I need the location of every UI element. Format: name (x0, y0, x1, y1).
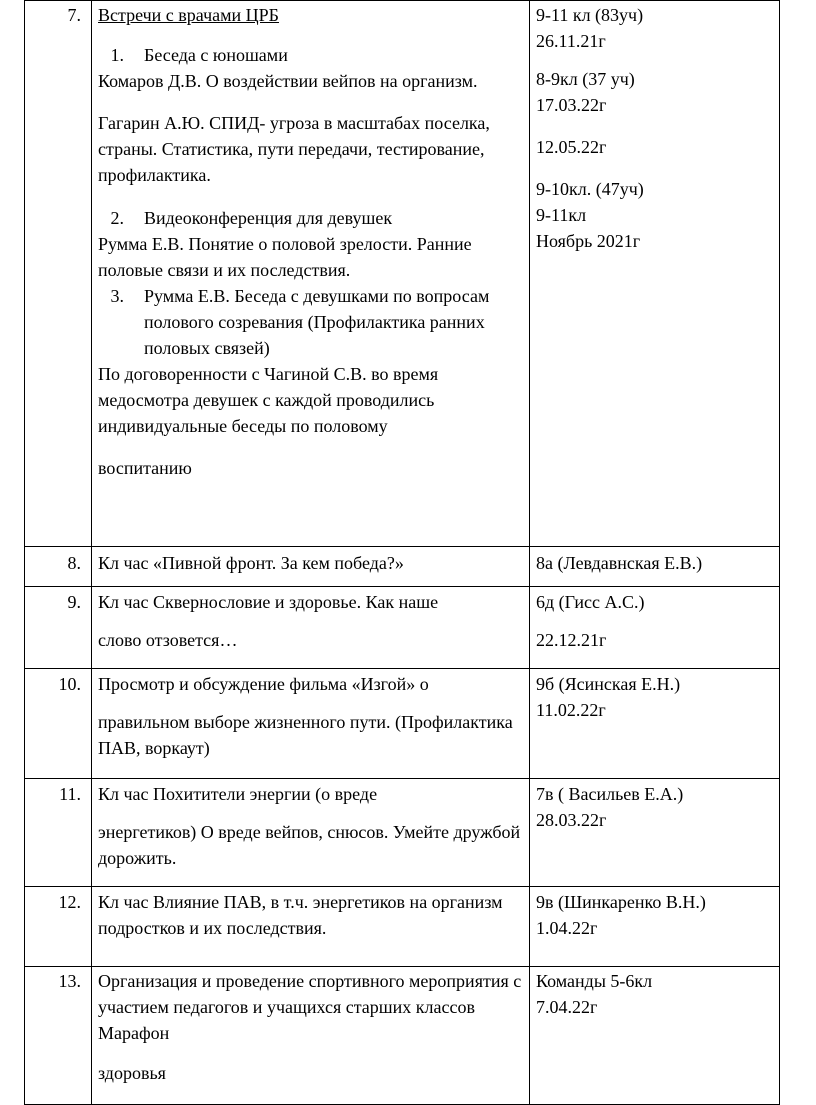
event-cell: Организация и проведение спортивного мероприятия с участием педагогов и учащихся старших классов Марафон здоровья (92, 967, 530, 1105)
row-number: 9. (25, 587, 92, 669)
list-item: 1. Беседа с юношами (110, 45, 288, 65)
event-cell: Просмотр и обсуждение фильма «Изгой» о правильном выборе жизненного пути. (Профилактика ПАВ, воркаут) (92, 669, 530, 779)
event-title: Встречи с врачами ЦРБ (98, 5, 279, 25)
row-number: 7. (25, 1, 92, 547)
table-row (25, 887, 780, 967)
row-number: 13. (25, 967, 92, 1105)
event-cell: Кл час Влияние ПАВ, в т.ч. энергетиков на организм подростков и их последствия. (92, 887, 530, 967)
info-cell: 9-11 кл (83уч) 26.11.21г 8-9кл (37 уч) 17.03.22г 12.05.22г 9-10кл. (47уч) 9-11кл Ноябрь 2021г (530, 1, 780, 547)
info-cell: 6д (Гисс А.С.) 22.12.21г (530, 587, 780, 669)
table-row (25, 669, 780, 779)
info-cell: Команды 5-6кл 7.04.22г (530, 967, 780, 1105)
list-item: 2. Видеоконференция для девушек (110, 208, 393, 228)
table-row (25, 1, 780, 547)
event-cell: Кл час «Пивной фронт. За кем победа?» (92, 547, 530, 587)
table-row (25, 967, 780, 1105)
event-cell: Кл час Похитители энергии (о вреде энергетиков) О вреде вейпов, снюсов. Умейте дружбой дорожить. (92, 779, 530, 887)
info-cell: 9в (Шинкаренко В.Н.) 1.04.22г (530, 887, 780, 967)
event-cell: Кл час Сквернословие и здоровье. Как наше слово отзовется… (92, 587, 530, 669)
event-cell: Встречи с врачами ЦРБ 1. Беседа с юношами Комаров Д.В. О воздействии вейпов на организм. Гагарин А.Ю. СПИД- угроза в масштабах поселка, страны. Статистика, пути передачи, тестирование, профилактика. 2. Видеоконференция для девушек Румма Е.В. Понятие о половой зрелости. Ранние половые связи и их последствия. 3. Румма Е.В. Беседа с девушками по вопросам полового созревания (Профилактика ранних половых связей) По договоренности с Чагиной С.В. во время медосмотра девушек с каждой проводились индивидуальные беседы по половому воспитанию (92, 1, 530, 547)
info-cell: 7в ( Васильев Е.А.) 28.03.22г (530, 779, 780, 887)
events-table (24, 0, 780, 1105)
row-number: 8. (25, 547, 92, 587)
row-number: 10. (25, 669, 92, 779)
list-item: 3. Румма Е.В. Беседа с девушками по вопросам полового созревания (Профилактика ранних половых связей) (110, 286, 490, 358)
table-row (25, 587, 780, 669)
row-number: 11. (25, 779, 92, 887)
table-row (25, 779, 780, 887)
row-number: 12. (25, 887, 92, 967)
info-cell: 8а (Левдавнская Е.В.) (530, 547, 780, 587)
table-row (25, 547, 780, 587)
info-cell: 9б (Ясинская Е.Н.) 11.02.22г (530, 669, 780, 779)
